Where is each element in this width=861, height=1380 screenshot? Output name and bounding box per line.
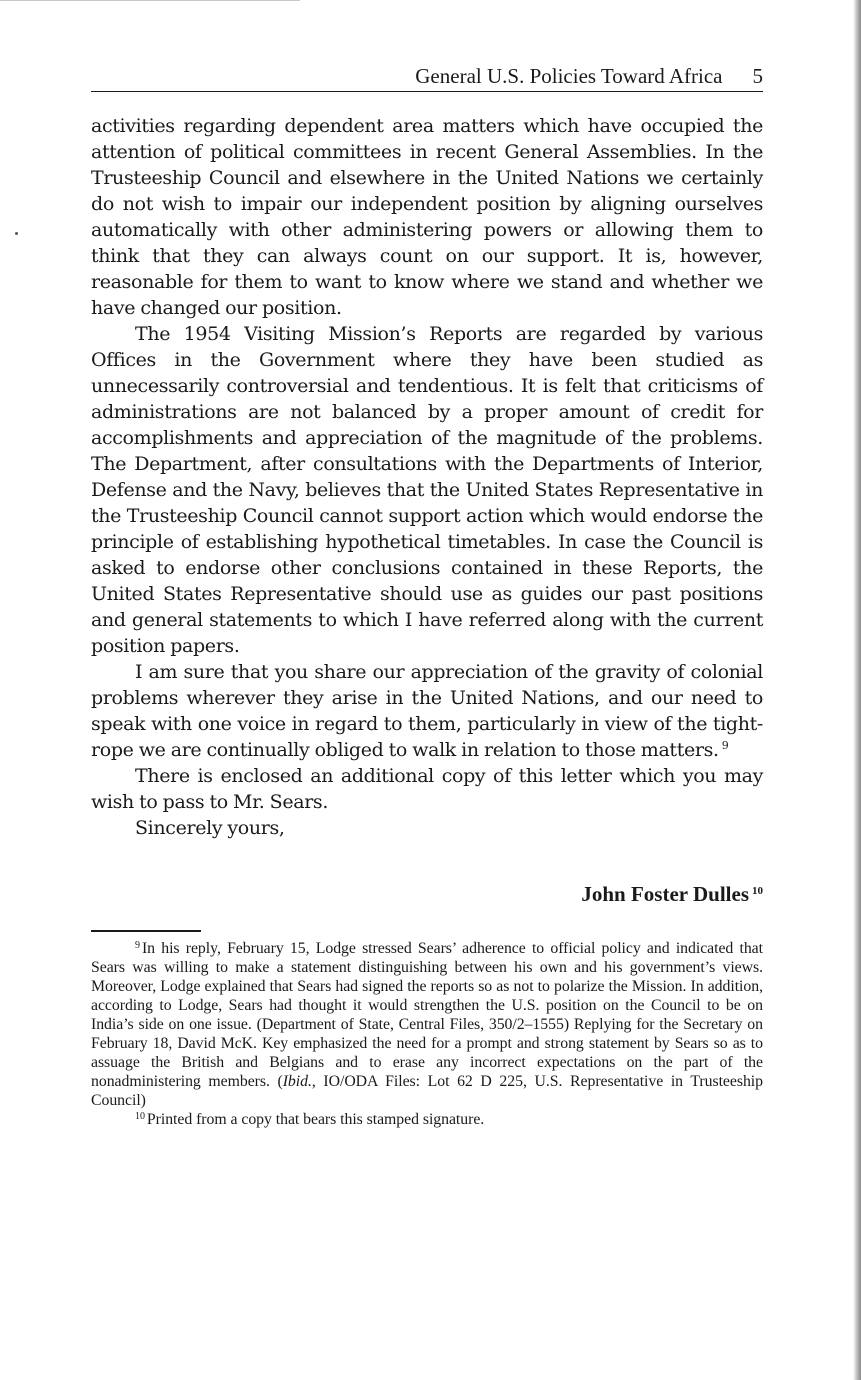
scan-top-edge (0, 0, 300, 1)
running-header (91, 62, 763, 92)
footnote-10-text: Printed from a copy that bears this stamped signature. (146, 1111, 485, 1128)
running-title: General U.S. Policies Toward Africa (415, 64, 723, 88)
footnote-ref-9[interactable]: 9 (721, 739, 729, 752)
closing: Sincerely yours, (135, 817, 285, 839)
footnote-10-marker: 10 (135, 1111, 145, 1122)
signature (581, 882, 763, 907)
letter-body (91, 113, 763, 841)
footnote-9-ibid: Ibid. (282, 1073, 312, 1090)
paragraph-3 (91, 659, 763, 763)
scan-speck (15, 232, 18, 235)
signature-name: John Foster Dulles (581, 882, 749, 906)
footnote-ref-10[interactable]: 10 (752, 885, 763, 897)
paragraph-3-text: I am sure that you share our appreciation of the gravity of colonial problems wherever they arise in the United Nations, and our need to speak with one voice in regard to them, particularly in view of the tight-rope we are continually obliged to walk in relation to those matters. (91, 661, 763, 761)
footnote-divider (91, 930, 201, 932)
paragraph-1: activities regarding dependent area matters which have occupied the attention of political committees in recent General Assemblies. In the Trusteeship Council and elsewhere in the United Nations we certainly do not wish to impair our independent position by aligning ourselves automatically with other administering powers or allowing them to think that they can always count on our support. It is, however, reasonable for them to want to know where we stand and whether we have changed our position. (91, 115, 763, 319)
footnote-9 (91, 939, 763, 1110)
page-number: 5 (752, 64, 763, 88)
scan-page-edge (853, 0, 861, 1380)
paragraph-2: The 1954 Visiting Mission’s Reports are regarded by various Offices in the Government where they have been studied as unnecessarily controversial and tendentious. It is felt that criticisms of administrations are not balanced by a proper amount of credit for accomplishments and appreciation of the magnitude of the problems. The Department, after consultations with the Departments of Interior, Defense and the Navy, believes that the United States Representative in the Trusteeship Council cannot support action which would endorse the principle of establishing hypothetical timetables. In case the Council is asked to endorse other conclusions contained in these Reports, the United States Representative should use as guides our past positions and general statements to which I have referred along with the current position papers. (91, 323, 763, 657)
footnote-9-marker: 9 (135, 940, 140, 951)
footnotes (91, 939, 763, 1129)
footnote-9-text-end: , IO/ODA Files: Lot 62 D 225, U.S. Representative in Trusteeship Council) (91, 1073, 763, 1109)
footnote-9-text: In his reply, February 15, Lodge stressed Sears’ adherence to official policy and indicated that Sears was willing to make a statement distinguishing between his own and his government’s views. Moreover, Lodge explained that Sears had signed the reports so as not to polarize the Mission. In addition, according to Lodge, Sears had thought it would strengthen the U.S. position on the Council to be on India’s side on one issue. (Department of State, Central Files, 350/2–1555) Replying for the Secretary on February 18, David McK. Key emphasized the need for a prompt and strong statement by Sears so as to assuage the British and Belgians and to erase any incorrect expectations on the part of the nonadministering members. ( (91, 940, 763, 1090)
paragraph-4: There is enclosed an additional copy of this letter which you may wish to pass to Mr. Sears. (91, 765, 763, 813)
footnote-10 (91, 1110, 763, 1129)
